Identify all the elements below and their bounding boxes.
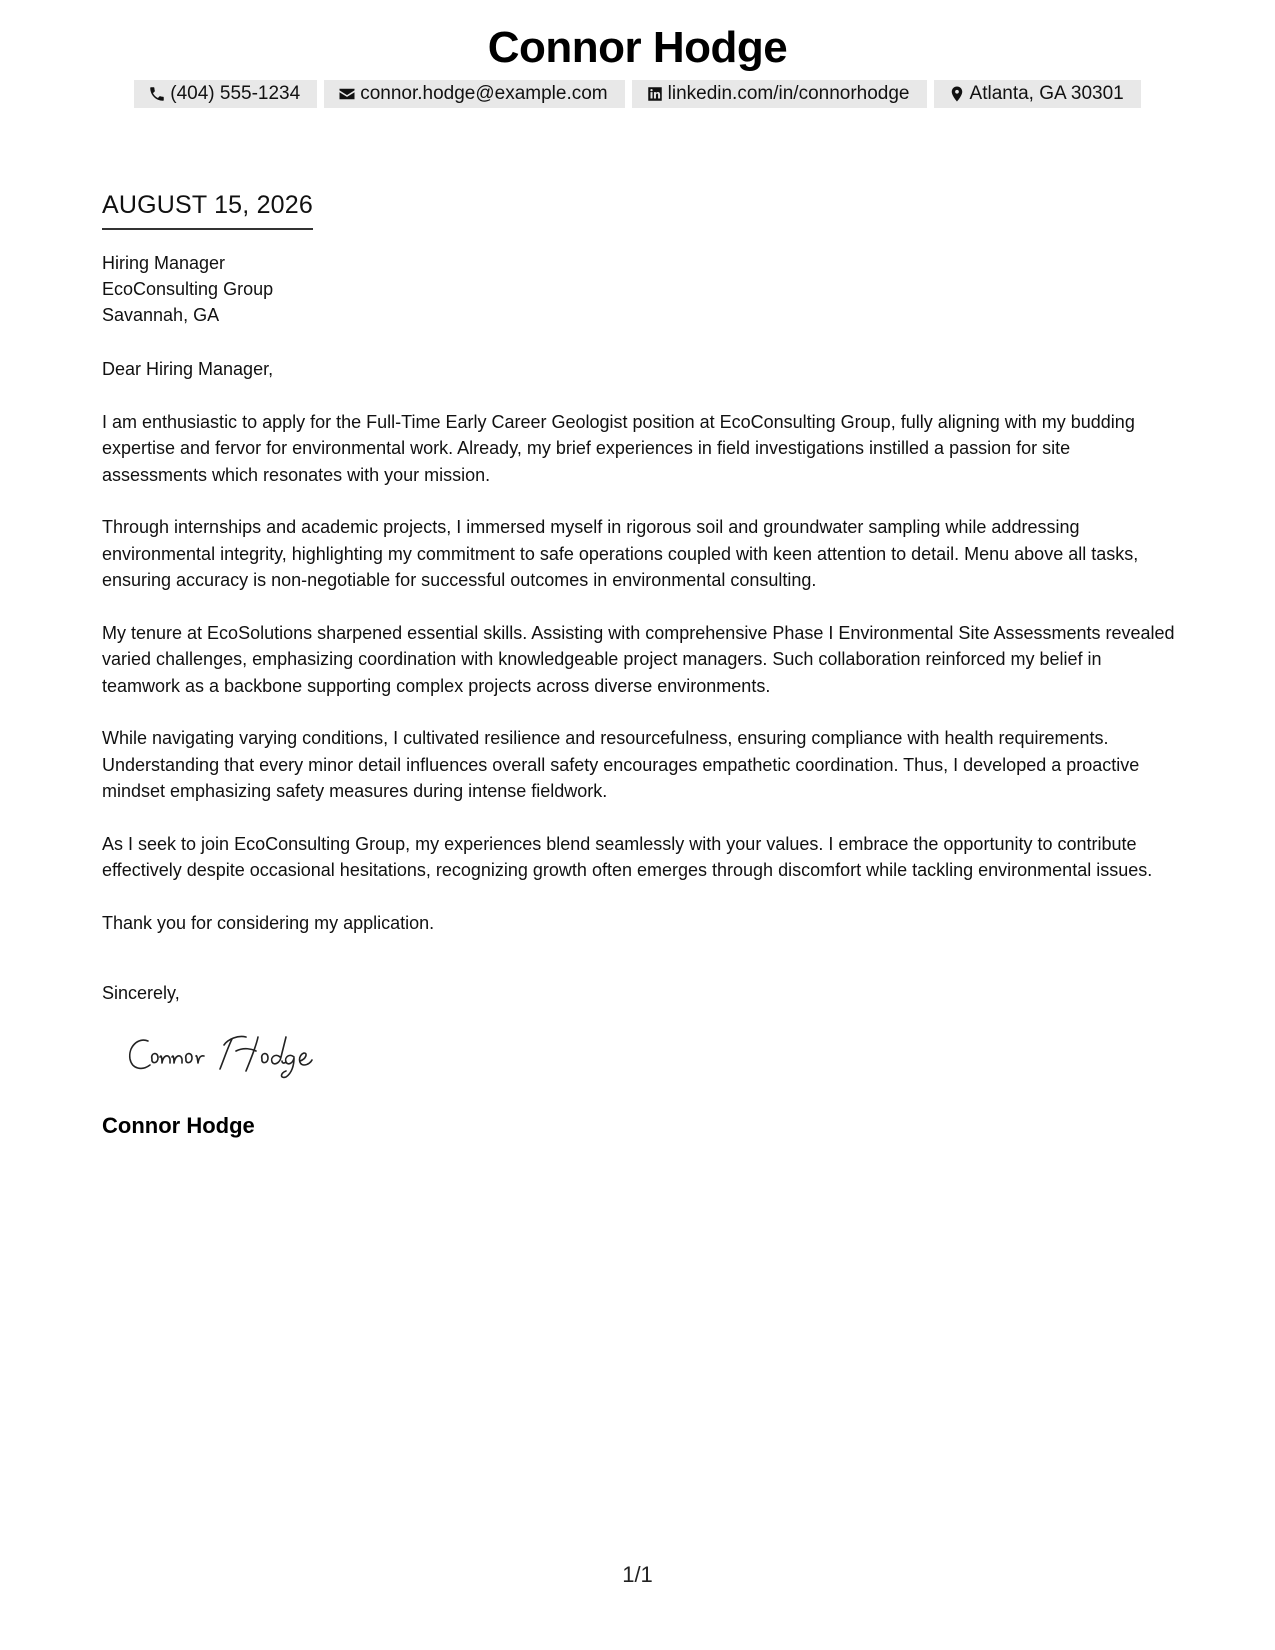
letter-date: AUGUST 15, 2026 — [102, 190, 313, 230]
map-pin-icon — [948, 85, 966, 103]
salutation: Dear Hiring Manager, — [102, 359, 274, 379]
linkedin-icon — [646, 85, 664, 103]
body-paragraph: My tenure at EcoSolutions sharpened essential skills. Assisting with comprehensive Phase I Environmental Site Assessments revealed varied challenges, emphasizing coordination with knowledgeable project managers. Such collaboration reinforced my belief in teamwork as a backbone supporting complex projects across diverse environments. — [102, 622, 1175, 696]
thank-you-line: Thank you for considering my application. — [102, 912, 435, 933]
phone-text: (404) 555-1234 — [170, 83, 301, 104]
location-text: Atlanta, GA 30301 — [969, 83, 1124, 104]
recipient-location: Savannah, GA — [102, 305, 220, 325]
page-number: 1/1 — [622, 1562, 653, 1587]
email-text: connor.hodge@example.com — [360, 83, 608, 104]
body-paragraph: Through internships and academic projects, I immersed myself in rigorous soil and groundwater sampling while addressing environmental integrity, highlighting my commitment to safe operations coupled with keen attention to detail. Menu above all tasks, ensuring accuracy is non-negotiable for successful outcomes in environmental consulting. — [102, 517, 1139, 590]
recipient-title: Hiring Manager — [102, 253, 226, 273]
recipient-company: EcoConsulting Group — [102, 279, 274, 299]
contact-bar — [0, 80, 1275, 108]
applicant-name-heading: Connor Hodge — [487, 23, 788, 72]
contact-location — [934, 80, 1141, 108]
handwritten-signature — [124, 1029, 354, 1081]
contact-phone — [134, 80, 317, 108]
envelope-icon — [338, 85, 356, 103]
body-paragraph: I am enthusiastic to apply for the Full-Time Early Career Geologist position at EcoConsulting Group, fully aligning with my budding expertise and fervor for environmental work. Already, my brief experiences in field investigations instilled a passion for site assessments which resonates with your mission. — [102, 411, 1135, 485]
signed-name: Connor Hodge — [102, 1113, 255, 1138]
recipient-block — [102, 250, 1177, 328]
body-paragraph: As I seek to join EcoConsulting Group, my experiences blend seamlessly with your values. I embrace the opportunity to contribute effectively despite occasional hesitations, recognizing growth often emerges through discomfort while tackling environmental issues. — [102, 833, 1153, 880]
closing: Sincerely, — [102, 983, 180, 1003]
linkedin-text: linkedin.com/in/connorhodge — [667, 83, 910, 104]
contact-linkedin — [632, 80, 927, 108]
body-paragraph: While navigating varying conditions, I cultivated resilience and resourcefulness, ensuring compliance with health requirements. Understanding that every minor detail influences overall safety encourages empathetic coordination. Thus, I developed a proactive mindset emphasizing safety measures during intense fieldwork. — [102, 728, 1140, 801]
letter-body — [102, 190, 1177, 1140]
phone-icon — [148, 85, 166, 103]
contact-email — [324, 80, 624, 108]
